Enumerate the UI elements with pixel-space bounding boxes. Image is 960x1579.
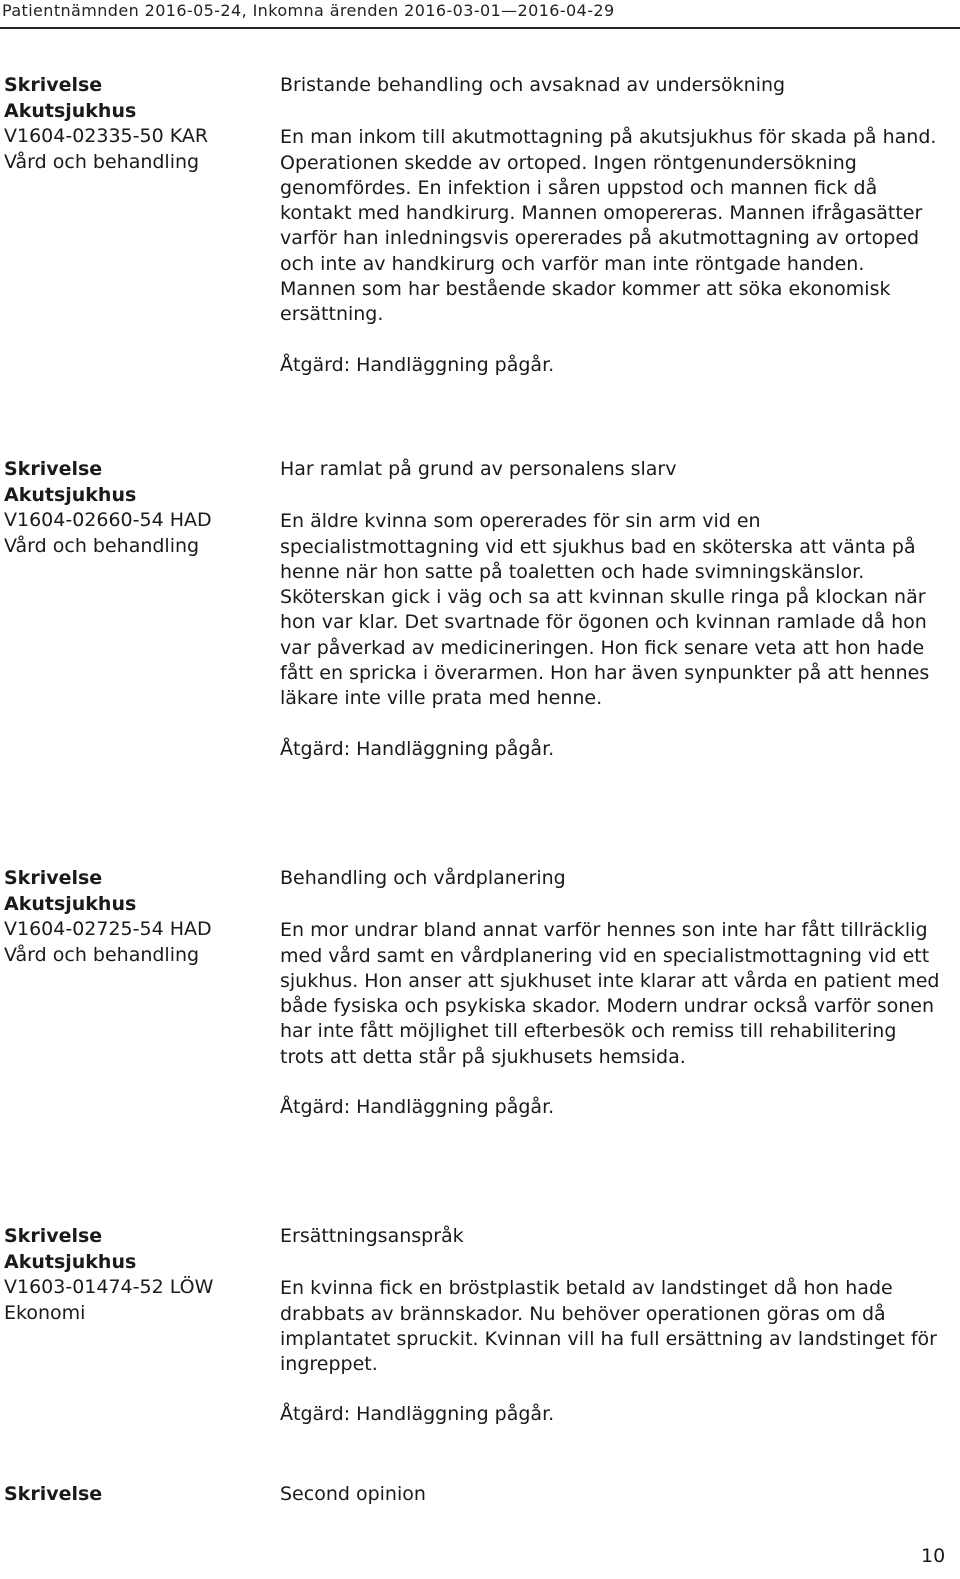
page-number: 10 xyxy=(921,1545,946,1567)
case-id: V1603-01474-52 LÖW xyxy=(4,1276,214,1298)
case-type: Skrivelse xyxy=(4,867,103,889)
case-content xyxy=(280,1482,945,1534)
case-title: Behandling och vårdplanering xyxy=(280,867,566,889)
case-action: Åtgärd: Handläggning pågår. xyxy=(280,353,555,376)
case-title: Ersättningsanspråk xyxy=(280,1225,464,1247)
header-text: Patientnämnden 2016-05-24, Inkomna ärenden 2016-03-01—2016-04-29 xyxy=(2,1,615,20)
case-unit: Akutsjukhus xyxy=(4,1250,137,1273)
case-meta xyxy=(4,1482,274,1508)
case-title: Second opinion xyxy=(280,1483,426,1505)
case-type: Skrivelse xyxy=(4,74,103,96)
case-action: Åtgärd: Handläggning pågår. xyxy=(280,1403,555,1426)
case-body: En mor undrar bland annat varför hennes son inte har fått tillräcklig med vård samt en vårdplanering vid en specialistmottagning vid ett sjukhus. Hon anser att sjukhuset inte klarar att vårda en patient med både fysiska och psykiska skador. Modern undrar också varför sonen har inte fått möjlighet till efterbesök och remiss till rehabilitering trots att detta står på sjukhusets hemsida. xyxy=(280,919,940,1068)
case-id: V1604-02335-50 KAR xyxy=(4,125,209,147)
case-content xyxy=(280,73,945,378)
case-content xyxy=(280,866,945,1120)
case-category: Vård och behandling xyxy=(4,943,200,966)
case-unit: Akutsjukhus xyxy=(4,99,137,122)
case-content xyxy=(280,457,945,762)
case-body: En kvinna fick en bröstplastik betald av landstinget då hon hade drabbats av brännskador. Nu behöver operationen göras om då implantatet spruckit. Kvinnan vill ha full ersättning av landstinget för ingreppet. xyxy=(280,1277,937,1376)
case-unit: Akutsjukhus xyxy=(4,483,137,506)
case-category: Ekonomi xyxy=(4,1301,86,1324)
case-content xyxy=(280,1224,945,1428)
case-id: V1604-02725-54 HAD xyxy=(4,918,212,940)
case-action: Åtgärd: Handläggning pågår. xyxy=(280,1096,555,1119)
case-meta xyxy=(4,457,274,559)
case-type: Skrivelse xyxy=(4,1483,103,1505)
case-category: Vård och behandling xyxy=(4,534,200,557)
case-body: En man inkom till akutmottagning på akutsjukhus för skada på hand. Operationen skedde av ortoped. Ingen röntgenundersökning genomfördes. En infektion i såren uppstod och mannen fick då kontakt med handkirurg. Mannen omopereras. Mannen ifrågasätter varför han inledningsvis opererades på akutmottagning av ortoped och inte av handkirurg och varför man inte röntgade handen. Mannen som har bestående skador kommer att söka ekonomisk ersättning. xyxy=(280,126,937,326)
case-meta xyxy=(4,73,274,175)
case-meta xyxy=(4,866,274,968)
case-type: Skrivelse xyxy=(4,1225,103,1247)
case-title: Bristande behandling och avsaknad av undersökning xyxy=(280,74,786,96)
page-header xyxy=(0,0,960,29)
case-type: Skrivelse xyxy=(4,458,103,480)
case-unit: Akutsjukhus xyxy=(4,892,137,915)
case-meta xyxy=(4,1224,274,1326)
case-action: Åtgärd: Handläggning pågår. xyxy=(280,737,555,760)
case-title: Har ramlat på grund av personalens slarv xyxy=(280,458,677,480)
case-body: En äldre kvinna som opererades för sin arm vid en specialistmottagning vid ett sjukhus bad en sköterska att vänta på henne när hon satte på toaletten och hade svimningskänslor. Sköterskan gick i väg och sa att kvinnan skulle ringa på klockan när hon var klar. Det svartnade för ögonen och kvinnan ramlade då hon var påverkad av medicineringen. Hon fick senare veta att hon hade fått en spricka i överarmen. Hon har även synpunkter på att hennes läkare inte ville prata med henne. xyxy=(280,510,930,710)
case-id: V1604-02660-54 HAD xyxy=(4,509,212,531)
case-category: Vård och behandling xyxy=(4,150,200,173)
